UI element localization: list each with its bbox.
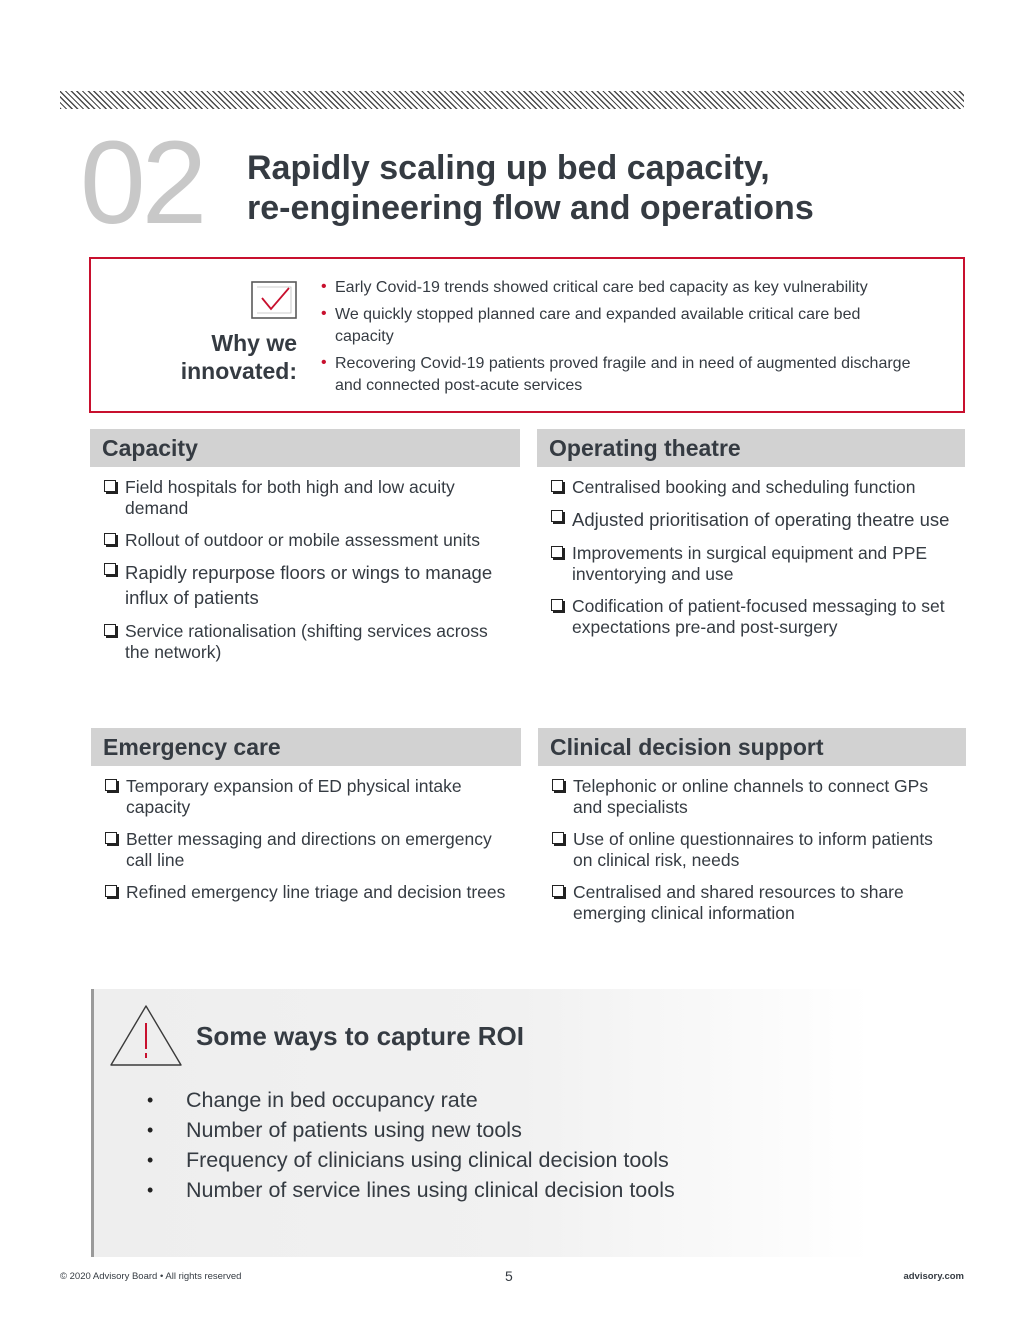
list-item-text: Use of online questionnaires to inform patients on clinical risk, needs — [573, 829, 933, 870]
page-title-line-1: Rapidly scaling up bed capacity, — [247, 149, 770, 187]
list-item-text: Centralised and shared resources to share emerging clinical information — [573, 882, 904, 923]
warning-icon — [108, 1003, 184, 1069]
why-bullet: • Recovering Covid-19 patients proved fragile and in need of augmented discharge and connected post-acute services — [323, 353, 923, 397]
list-item — [537, 543, 965, 585]
roi-item: • Frequency of clinicians using clinical decision tools — [144, 1145, 675, 1175]
checkbox-icon — [105, 832, 117, 844]
list-item-text: Better messaging and directions on emergency call line — [126, 829, 492, 870]
checkbox-icon — [552, 885, 564, 897]
checkbox-icon — [105, 885, 117, 897]
why-label-line-1: Why we — [211, 330, 297, 356]
roi-callout — [91, 989, 871, 1257]
operating-theatre-panel-title: Operating theatre — [537, 429, 965, 467]
why-label-line-2: innovated: — [180, 358, 297, 384]
list-item — [90, 477, 520, 519]
checkbox-icon — [104, 480, 116, 492]
checkbox-icon — [104, 533, 116, 545]
checkbox-icon — [552, 832, 564, 844]
list-item-text: Adjusted prioritisation of operating theatre use — [572, 509, 950, 530]
roi-item: • Number of patients using new tools — [144, 1115, 675, 1145]
list-item-text: Improvements in surgical equipment and PPE inventorying and use — [572, 543, 928, 584]
roi-list — [144, 1085, 675, 1205]
why-we-innovated-box — [89, 257, 965, 413]
list-item — [91, 829, 521, 871]
checkbox-icon — [551, 480, 563, 492]
why-bullet-list — [323, 277, 923, 402]
checkbox-checked-icon — [251, 281, 297, 319]
list-item-text: Centralised booking and scheduling function — [572, 477, 916, 497]
why-we-innovated-label — [131, 329, 297, 385]
decorative-hatch-divider — [60, 91, 964, 109]
checkbox-icon — [105, 779, 117, 791]
list-item-text: Codification of patient-focused messaging to set expectations pre-and post-surgery — [572, 596, 945, 637]
list-item-text: Service rationalisation (shifting services across the network) — [125, 621, 488, 662]
list-item — [90, 530, 520, 551]
capacity-panel — [90, 429, 520, 674]
page-title — [247, 148, 947, 228]
checkbox-icon — [552, 779, 564, 791]
list-item-text: Temporary expansion of ED physical intake capacity — [126, 776, 462, 817]
list-item — [538, 882, 966, 924]
clinical-decision-support-panel-title: Clinical decision support — [538, 728, 966, 766]
list-item-text: Rapidly repurpose floors or wings to manage influx of patients — [125, 562, 493, 608]
checkbox-icon — [104, 624, 116, 636]
page-title-line-2: re-engineering flow and operations — [247, 189, 814, 227]
list-item-text: Rollout of outdoor or mobile assessment units — [125, 530, 481, 550]
checkbox-icon — [551, 546, 563, 558]
list-item — [90, 621, 520, 663]
capacity-panel-title: Capacity — [90, 429, 520, 467]
checkbox-icon — [551, 599, 563, 611]
list-item — [537, 477, 965, 498]
emergency-care-list — [91, 776, 521, 903]
list-item — [538, 829, 966, 871]
list-item — [91, 882, 521, 903]
roi-title: Some ways to capture ROI — [196, 1021, 524, 1051]
list-item — [537, 596, 965, 638]
list-item — [537, 507, 965, 532]
operating-theatre-list — [537, 477, 965, 638]
footer-site-link[interactable]: advisory.com — [903, 1271, 964, 1282]
list-item-text: Refined emergency line triage and decision trees — [126, 882, 506, 902]
checkbox-icon — [104, 563, 116, 575]
capacity-list — [90, 477, 520, 663]
roi-item: • Change in bed occupancy rate — [144, 1085, 675, 1115]
list-item — [91, 776, 521, 818]
operating-theatre-panel — [537, 429, 965, 649]
emergency-care-panel — [91, 728, 521, 914]
roi-item: • Number of service lines using clinical decision tools — [144, 1175, 675, 1205]
list-item — [538, 776, 966, 818]
list-item-text: Telephonic or online channels to connect GPs and specialists — [573, 776, 929, 817]
clinical-decision-support-panel — [538, 728, 966, 935]
section-number: 02 — [80, 117, 204, 249]
page-number: 5 — [505, 1268, 513, 1284]
why-bullet: • Early Covid-19 trends showed critical care bed capacity as key vulnerability — [323, 277, 923, 299]
emergency-care-panel-title: Emergency care — [91, 728, 521, 766]
checkbox-icon — [551, 510, 563, 522]
why-bullet: • We quickly stopped planned care and expanded available critical care bed capacity — [323, 304, 923, 348]
clinical-decision-support-list — [538, 776, 966, 924]
list-item — [90, 560, 520, 610]
list-item-text: Field hospitals for both high and low acuity demand — [125, 477, 455, 518]
footer-copyright: © 2020 Advisory Board • All rights reserved — [60, 1271, 242, 1282]
